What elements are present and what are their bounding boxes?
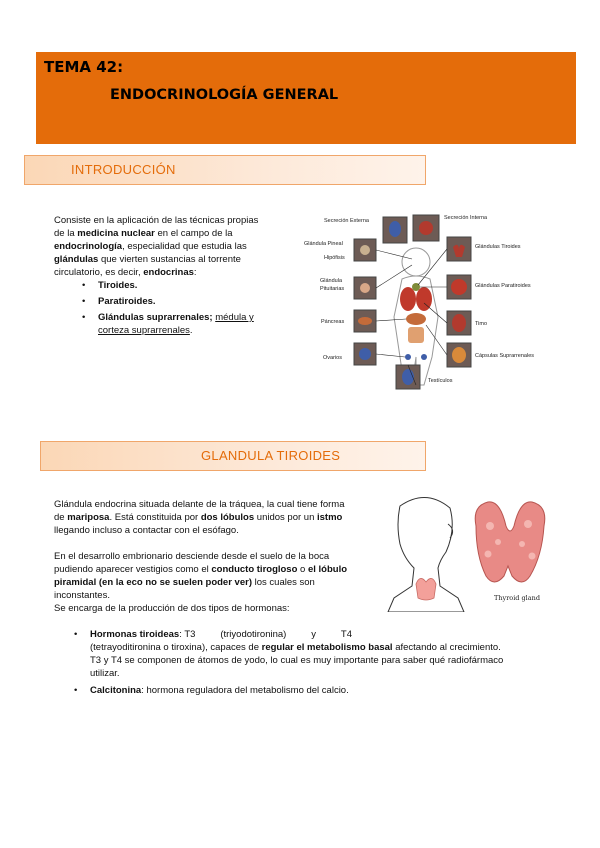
label-glandulas-tiroides: Glándulas Tiroides (475, 244, 521, 250)
secrecion-interna-gland (419, 221, 433, 235)
label-glandulas-paratiroides: Glándulas Paratiroides (475, 283, 531, 289)
hormones-list (68, 628, 578, 697)
intro-gland-list (76, 279, 316, 337)
label-ovarios: Ovarios (323, 355, 342, 361)
endocrine-glands-diagram (304, 207, 544, 392)
thyroid-mark (416, 578, 436, 600)
abdomen-mark (408, 327, 424, 343)
label-testiculos: Testículos (428, 378, 453, 384)
page-title: ENDOCRINOLOGÍA GENERAL (110, 87, 339, 103)
label-capsulas-suprarrenales: Cápsulas Suprarrenales (475, 353, 535, 359)
section-heading-label: INTRODUCCIÓN (71, 162, 176, 177)
neck-thyroid-illustration (386, 494, 466, 612)
label-pituitarias: Pituitarias (320, 286, 345, 292)
label-secrecion-externa: Secreción Externa (324, 218, 369, 224)
body-silhouette-illustration (304, 207, 544, 392)
list-item: • Hormonas tiroideas: T3 (triyodotironina) y T4 (tetrayoditironina o tiroxina), capaces de regular el metabolismo basal afectando al crecimiento. T3 y T4 se componen de átomos de yodo, lo cual es muy importante para saber qué radiofármaco utilizar. (74, 629, 504, 679)
label-hipofisis: Hipófisis (324, 255, 345, 261)
list-item: • Tiroides. (82, 280, 138, 291)
tiroides-thumb (447, 237, 471, 261)
thyroid-paragraph: Glándula endocrina situada delante de la tráquea, la cual tiene forma de mariposa. Está constituida por dos lóbulos unidos por un istmo llegando incluso a contactar con el esófago. En el desarrollo embrionario desciende desde el suelo de la boca pudiendo aparecer vestigios como el conducto tirogloso o el lóbulo piramidal (en la eco no se suelen poder ver) los cuales son inconstantes. Se encarga de la producción de dos tipos de hormonas: (54, 499, 348, 614)
lung-right (416, 287, 432, 311)
thyroid-gland-image (468, 496, 552, 606)
list-item: • Paratiroides. (82, 296, 156, 307)
secrecion-externa-gland (389, 221, 401, 237)
ovary-right (421, 354, 427, 360)
head (402, 248, 430, 276)
topic-number: TEMA 42: (44, 58, 124, 76)
section-heading-glandula-tiroides (40, 441, 426, 471)
section-heading-introduccion (24, 155, 426, 185)
label-glandula: Glándula (320, 278, 343, 284)
label-glandula-pineal: Glándula Pineal (304, 241, 343, 247)
label-pancreas: Páncreas (321, 319, 345, 325)
label-timo: Timo (475, 321, 488, 327)
ovary-left (405, 354, 411, 360)
header-banner (36, 52, 576, 144)
intro-paragraph: Consiste en la aplicación de las técnicas propias de la medicina nuclear en el campo de la endocrinología, especialidad que estudia las glándulas que vierten sustancias al torrente circulatorio, es decir, endocrinas: (54, 215, 259, 278)
list-item: • Calcitonina: hormona reguladora del metabolismo del calcio. (74, 685, 349, 696)
pancreas-mark (406, 313, 426, 325)
section-heading-label: GLANDULA TIROIDES (201, 448, 341, 463)
lung-left (400, 287, 416, 311)
list-item: • Glándulas suprarrenales; médula y corteza suprarrenales. (82, 312, 254, 336)
label-secrecion-interna: Secreción Interna (444, 215, 488, 221)
image-caption: Thyroid gland (494, 594, 540, 602)
